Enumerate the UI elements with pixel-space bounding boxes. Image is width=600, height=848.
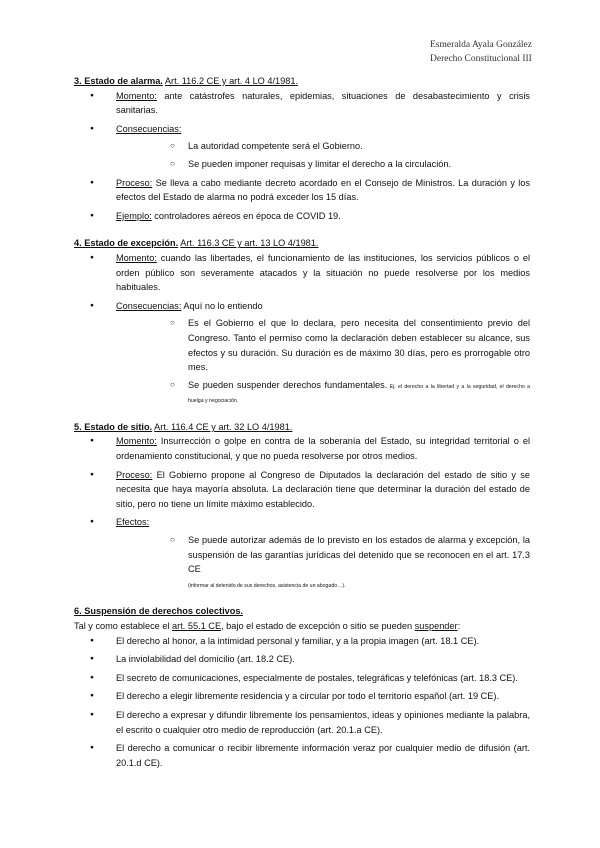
list-item: ● Proceso: El Gobierno propone al Congreso de Diputados la declaración del estado de sitio y se necesita que haya mayoría absoluta. La declaración tiene que determinar la duración del estado de sitio, pero no tiene un límite máximo establecido. xyxy=(74,468,530,512)
list-item: ● La inviolabilidad del domicilio (art. 18.2 CE). xyxy=(74,652,530,667)
page-header xyxy=(430,38,532,66)
section-6-title: 6. Suspensión de derechos colectivos. xyxy=(74,606,244,617)
section-5-title: 5. Estado de sitio. Art. 116.4 CE y art. 32 LO 4/1981. xyxy=(74,421,293,432)
section-6-list xyxy=(74,634,530,771)
list-item: ● Momento: Insurrección o golpe en contra de la soberanía del Estado, su integridad territorial o el ordenamiento constitucional, y que no pueda resolverse por otros medios. xyxy=(74,434,530,463)
section-6-intro: Tal y como establece el art. 55.1 CE, bajo el estado de excepción o sitio se pueden suspender: xyxy=(74,621,461,631)
list-item: ● El secreto de comunicaciones, especialmente de postales, telegráficas y telefónicas (art. 18.3 CE). xyxy=(74,671,530,686)
list-item: ● Consecuencias: ○ La autoridad competente será el Gobierno. ○ Se pueden imponer requisas y limitar el derecho a la circulación. xyxy=(74,122,530,172)
list-item: ● Consecuencias: Aquí no lo entiendo ○ Es el Gobierno el que lo declara, pero necesita del consentimiento previo del Congreso. Tanto el permiso como la declaración deben establecer su alcance, sus efectos y su duración. Su duración es de máximo 30 días, pero es prorrogable otro mes. ○ Se pueden suspender derechos fundamentales. Ej. el derecho a la libertad y a la seguridad, el derecho a huelga y negociación. xyxy=(74,299,530,407)
list-item: ● Efectos: ○ Se puede autorizar además de lo previsto en los estados de alarma y excepción, la suspensión de las garantías jurídicas del detenido que se reconocen en el art. 17.3 CE (informar al detenido de sus derechos, asistencia de un abogado…). xyxy=(74,515,530,591)
list-item: ● El derecho a expresar y difundir libremente los pensamientos, ideas y opiniones mediante la palabra, el escrito o cualquier otro medio de reproducción (art. 20.1.a CE). xyxy=(74,708,530,737)
section-3-list xyxy=(74,89,530,224)
sublist xyxy=(116,139,530,171)
list-item: ● Proceso: Se lleva a cabo mediante decreto acordado en el Consejo de Ministros. La duración y los efectos del Estado de alarma no podrá exceder los 15 días. xyxy=(74,176,530,205)
list-item: ● El derecho a elegir libremente residencia y a circular por todo el territorio español (art. 19 CE). xyxy=(74,689,530,704)
sub-item: ○ La autoridad competente será el Gobierno. xyxy=(156,139,530,154)
section-4-title: 4. Estado de excepción. Art. 116.3 CE y art. 13 LO 4/1981. xyxy=(74,238,319,249)
section-4-list xyxy=(74,251,530,407)
list-item: ● El derecho a comunicar o recibir libremente información veraz por cualquier medio de difusión (art. 20.1.d CE). xyxy=(74,741,530,770)
sublist xyxy=(116,316,530,407)
section-3-title: 3. Estado de alarma. Art. 116.2 CE y art. 4 LO 4/1981. xyxy=(74,76,299,86)
author-name: Esmeralda Ayala González xyxy=(430,40,532,50)
sub-item: ○ Se puede autorizar además de lo previsto en los estados de alarma y excepción, la suspensión de las garantías jurídicas del detenido que se reconocen en el art. 17.3 CE (informar al detenido de sus derechos, asistencia de un abogado…). xyxy=(156,533,530,591)
sub-item: ○ Se pueden imponer requisas y limitar el derecho a la circulación. xyxy=(156,157,530,172)
list-item: ● Ejemplo: controladores aéreos en época de COVID 19. xyxy=(74,209,530,224)
subject-name: Derecho Constitucional III xyxy=(430,54,532,64)
list-item: ● Momento: cuando las libertades, el funcionamiento de las instituciones, los servicios públicos o el orden público son severamente atacados y la situación no puede resolverse por los medios habituales. xyxy=(74,251,530,295)
section-5-list xyxy=(74,434,530,591)
document-body xyxy=(74,74,530,774)
sublist xyxy=(116,533,530,591)
sub-item: ○ Se pueden suspender derechos fundamentales. Ej. el derecho a la libertad y a la seguridad, el derecho a huelga y negociación. xyxy=(156,378,530,407)
list-item: ● Momento: ante catástrofes naturales, epidemias, situaciones de desabastecimiento y crisis sanitarias. xyxy=(74,89,530,118)
sub-item: ○ Es el Gobierno el que lo declara, pero necesita del consentimiento previo del Congreso. Tanto el permiso como la declaración deben establecer su alcance, sus efectos y su duración. Su duración es de máximo 30 días, pero es prorrogable otro mes. xyxy=(156,316,530,374)
list-item: ● El derecho al honor, a la intimidad personal y familiar, y a la propia imagen (art. 18.1 CE). xyxy=(74,634,530,649)
